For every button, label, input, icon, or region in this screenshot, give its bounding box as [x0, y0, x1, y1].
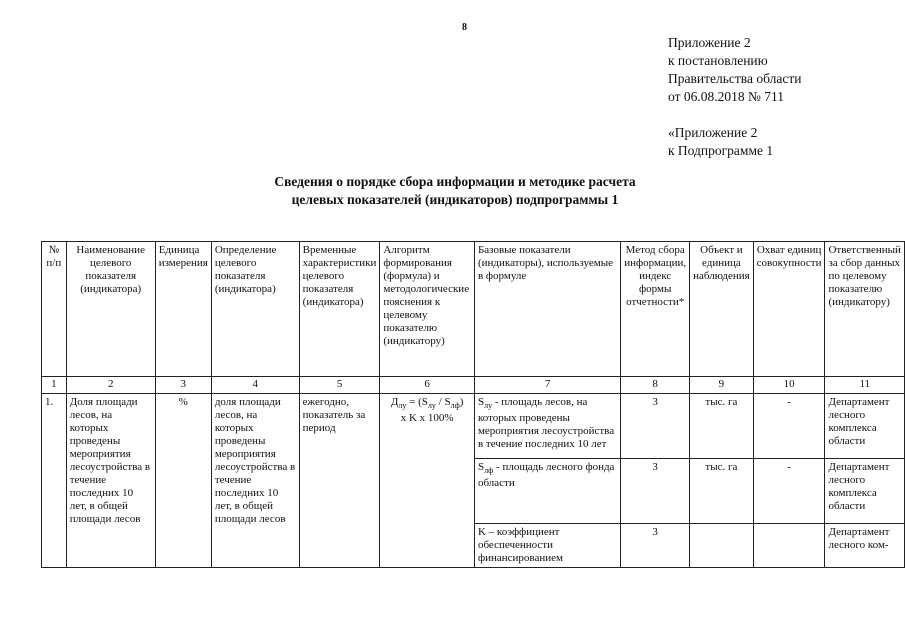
document-title	[150, 173, 760, 209]
base-text: - площадь лесов, на которых проведены мероприятия лесоустройства в течение последних 10 лет	[477, 396, 615, 451]
column-number: 3	[155, 377, 211, 394]
appendix-line: от 06.08.2018 № 711	[668, 89, 784, 104]
indicator-formula	[380, 394, 475, 568]
base-text: - площадь лесного фонда области	[477, 461, 615, 490]
base-responsible: Департамент лесного комплекса области	[825, 459, 905, 524]
header-cell: Охват единиц совокупности	[753, 242, 825, 377]
formula-sub: лу	[398, 401, 407, 411]
appendix-line: Приложение 2	[668, 35, 751, 50]
column-number: 10	[753, 377, 825, 394]
table-header-row	[42, 242, 905, 377]
column-number: 4	[211, 377, 299, 394]
header-cell: Наименование целевого показателя (индикатора)	[66, 242, 155, 377]
base-method: 3	[621, 394, 690, 459]
column-number: 1	[42, 377, 67, 394]
formula-end: )	[459, 396, 464, 408]
indicator-name: Доля площади лесов, на которых проведены мероприятия лесоустройства в течение последних 10 лет, в общей площади лесов	[66, 394, 155, 568]
row-number: 1.	[42, 394, 67, 568]
header-cell: № п/п	[42, 242, 67, 377]
table-row	[42, 394, 905, 459]
header-cell: Единица измерения	[155, 242, 211, 377]
formula-sub: лф	[450, 401, 460, 411]
base-indicator	[474, 394, 620, 459]
base-text: – коэффициент обеспеченности финансированием	[477, 526, 563, 564]
base-symbol: S	[477, 396, 485, 408]
base-object	[690, 524, 754, 568]
header-cell: Метод сбора информации, индекс формы отчетности*	[621, 242, 690, 377]
base-responsible: Департамент лесного ком-	[825, 524, 905, 568]
base-indicator	[474, 524, 620, 568]
column-number-row	[42, 377, 905, 394]
header-cell: Алгоритм формирования (формула) и методологические пояснения к целевому показателю (индикатору)	[380, 242, 475, 377]
base-indicator	[474, 459, 620, 524]
formula-sub: лу	[427, 401, 436, 411]
header-cell: Базовые показатели (индикаторы), используемые в формуле	[474, 242, 620, 377]
formula-line2: x K x 100%	[400, 412, 454, 425]
indicator-timing: ежегодно, показатель за период	[299, 394, 380, 568]
indicators-table	[41, 241, 905, 568]
header-cell: Ответственный за сбор данных по целевому показателю (индикатору)	[825, 242, 905, 377]
indicator-unit: %	[155, 394, 211, 568]
base-method: 3	[621, 524, 690, 568]
column-number: 7	[474, 377, 620, 394]
base-sub: лу	[484, 401, 493, 411]
title-line: целевых показателей (индикаторов) подпрограммы 1	[291, 192, 619, 207]
column-number: 11	[825, 377, 905, 394]
column-number: 5	[299, 377, 380, 394]
appendix-sub-line: к Подпрограмме 1	[668, 143, 774, 158]
column-number: 9	[690, 377, 754, 394]
appendix-line: к постановлению	[668, 53, 768, 68]
formula-lhs: Д	[390, 396, 399, 408]
header-cell: Определение целевого показателя (индикатора)	[211, 242, 299, 377]
formula-div: / S	[435, 396, 451, 408]
page-number: 8	[462, 22, 467, 33]
appendix-line: Правительства области	[668, 71, 802, 86]
appendix-sub-line: «Приложение 2	[668, 125, 758, 140]
column-number: 2	[66, 377, 155, 394]
base-method: 3	[621, 459, 690, 524]
base-coverage	[753, 524, 825, 568]
base-object: тыс. га	[690, 459, 754, 524]
column-number: 6	[380, 377, 475, 394]
base-symbol: S	[477, 461, 485, 473]
formula-mid: = (S	[406, 396, 428, 408]
header-cell: Временные характеристики целевого показателя (индикатора)	[299, 242, 380, 377]
base-responsible: Департамент лесного комплекса области	[825, 394, 905, 459]
column-number: 8	[621, 377, 690, 394]
base-coverage: -	[753, 459, 825, 524]
base-sub: лф	[484, 466, 494, 476]
appendix-subheader	[668, 124, 773, 160]
indicator-definition: доля площади лесов, на которых проведены мероприятия лесоустройства в течение последних 10 лет, в общей площади лесов	[211, 394, 299, 568]
header-cell: Объект и единица наблюдения	[690, 242, 754, 377]
appendix-header	[668, 34, 801, 106]
base-symbol: K	[477, 526, 486, 538]
base-object: тыс. га	[690, 394, 754, 459]
base-coverage: -	[753, 394, 825, 459]
title-line: Сведения о порядке сбора информации и методике расчета	[274, 174, 636, 189]
